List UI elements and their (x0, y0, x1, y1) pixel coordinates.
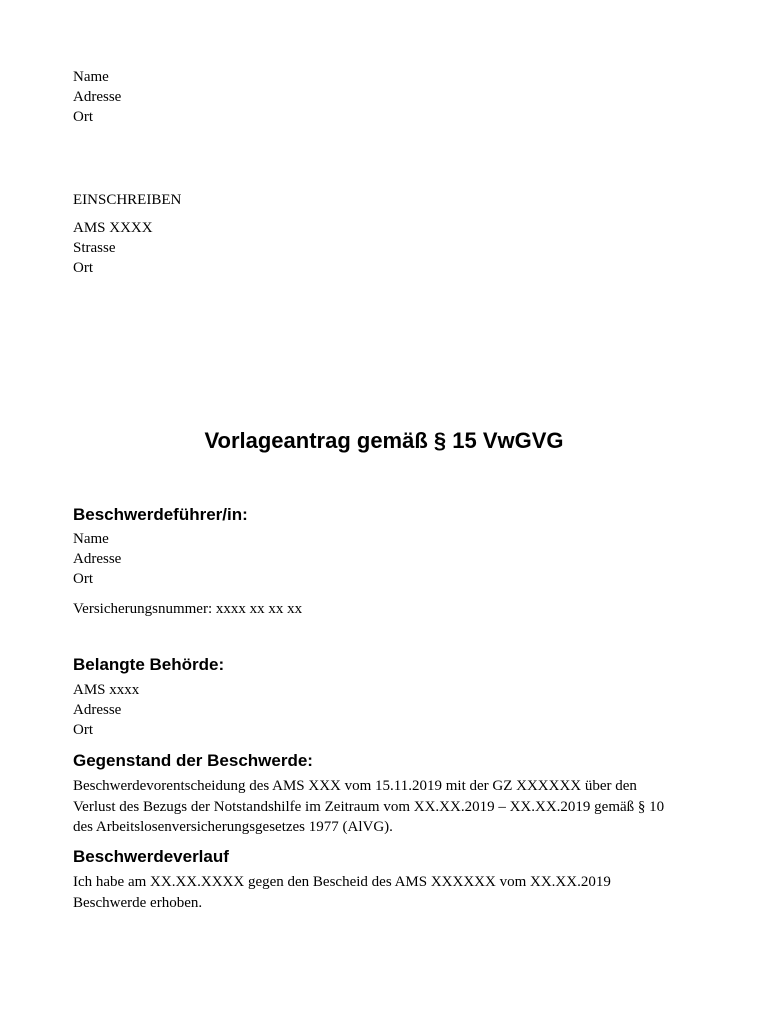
sender-city: Ort (73, 109, 93, 125)
subject-line: des Arbeitslosenversicherungsgesetzes 1977 (AlVG). (73, 819, 393, 835)
recipient-address (73, 218, 693, 278)
authority-city: Ort (73, 722, 93, 738)
history-line: Ich habe am XX.XX.XXXX gegen den Bescheid des AMS XXXXXX vom XX.XX.2019 (73, 874, 611, 890)
subject-heading: Gegenstand der Beschwerde: (73, 751, 313, 770)
authority-address-line: Adresse (73, 702, 122, 718)
authority-address (73, 680, 693, 740)
complainant-city: Ort (73, 571, 93, 587)
recipient-city: Ort (73, 260, 93, 276)
subject-line: Beschwerdevorentscheidung des AMS XXX vom 15.11.2019 mit der GZ XXXXXX über den (73, 778, 637, 794)
history-line: Beschwerde erhoben. (73, 894, 203, 911)
sender-address-line: Adresse (73, 89, 122, 105)
sender-address (73, 67, 693, 127)
authority-name: AMS xxxx (73, 682, 140, 698)
complainant-heading: Beschwerdeführer/in: (73, 505, 248, 524)
recipient-street: Strasse (73, 240, 116, 256)
authority-heading: Belangte Behörde: (73, 655, 225, 674)
sender-name: Name (73, 69, 109, 85)
history-paragraph (73, 872, 693, 913)
complainant-name: Name (73, 531, 109, 547)
history-heading: Beschwerdeverlauf (73, 847, 229, 866)
recipient-name: AMS XXXX (73, 220, 153, 236)
subject-paragraph (73, 776, 693, 838)
mail-type (73, 190, 693, 210)
mail-type-label: EINSCHREIBEN (73, 192, 182, 208)
complainant-address (73, 529, 693, 589)
insurance-number (73, 599, 693, 619)
complainant-address-line: Adresse (73, 551, 122, 567)
document-title: Vorlageantrag gemäß § 15 VwGVG (204, 428, 564, 453)
insurance-number-text: Versicherungsnummer: xxxx xx xx xx (73, 601, 303, 617)
subject-line: Verlust des Bezugs der Notstandshilfe im Zeitraum vom XX.XX.2019 – XX.XX.2019 gemäß § 10 (73, 798, 665, 815)
